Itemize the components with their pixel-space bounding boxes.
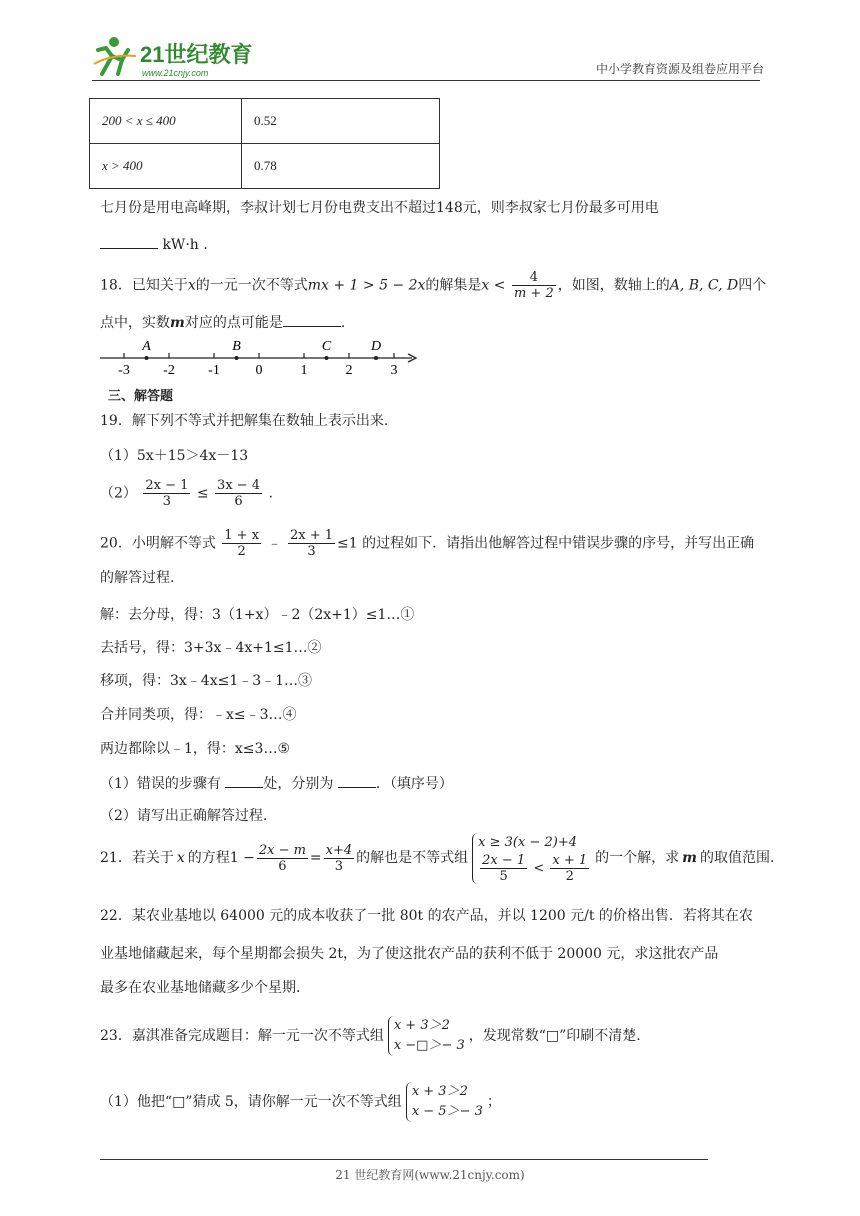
q20-step: 解：去分母，得：3（1+x）﹣2（2x+1）≤1…① <box>100 607 415 623</box>
q18-mid1: 的一元一次不等式 <box>195 277 308 294</box>
q19-part2-label: （2） <box>100 485 137 502</box>
frac-den: 2 <box>565 868 574 884</box>
q20-step: 去括号，得：3+3x﹣4x+1≤1…② <box>100 640 322 656</box>
q22-line1: 22．某农业基地以 64000 元的成本收获了一批 80t 的农产品，并以 1200 元/t 的价格出售．若将其在农 <box>100 908 753 924</box>
q20-prefix: 20．小明解不等式 <box>100 535 216 552</box>
q18-frac-den: m + 2 <box>513 286 554 301</box>
number-line-tick-label: 2 <box>345 363 353 378</box>
q20-fraction-2 <box>288 528 335 559</box>
q21-eq-left: 1 − <box>229 850 255 866</box>
runner-logo-icon <box>94 37 136 74</box>
table-cell-range: x > 400 <box>90 144 242 189</box>
header-platform-text: 中小学教育资源及组卷应用平台 <box>595 62 764 76</box>
frac-num: 2x − 1 <box>482 852 526 868</box>
number-line-tick-label: -2 <box>163 363 175 378</box>
number-line-point-label: B <box>232 339 241 354</box>
number-line-tick-label: 0 <box>255 363 263 378</box>
q20-p1-b: 处，分别为 <box>263 776 334 792</box>
q23-sys1-line1: x + 3＞2 <box>393 1018 450 1033</box>
frac-num: 2x − 1 <box>145 478 189 493</box>
number-line <box>96 336 426 378</box>
number-line-tick-label: -1 <box>208 363 220 378</box>
frac-num: x+4 <box>325 842 353 858</box>
frac-num: 1 + x <box>224 528 260 543</box>
q18-line2-end: . <box>340 315 346 331</box>
q21-var-x: x <box>176 850 185 866</box>
number-line-tick-label: -3 <box>118 363 130 378</box>
frac-den: 3 <box>334 858 344 874</box>
q21-sys-fraction-2 <box>550 853 589 884</box>
q23-sys2-line1: x + 3＞2 <box>411 1084 468 1099</box>
q20-part2: （2）请写出正确解答过程. <box>100 808 268 824</box>
q20-fraction-1 <box>222 528 261 559</box>
q18-line2-a: 点中，实数 <box>100 315 170 331</box>
q21-sys-lt: < <box>533 860 545 876</box>
q19-end: . <box>268 485 273 502</box>
number-line-point-label: D <box>370 339 382 354</box>
frac-den: 2 <box>237 544 246 559</box>
q23-line1 <box>100 1014 641 1058</box>
table-cell-price: 0.78 <box>242 144 440 189</box>
q20-step: 合并同类项，得：﹣x≤﹣3…④ <box>100 707 297 723</box>
frac-den: 3 <box>162 494 172 509</box>
frac-num: 2x + 1 <box>289 528 333 543</box>
q17-line2 <box>100 234 208 255</box>
q22-line3: 最多在农业基地储藏多少个星期. <box>100 980 301 996</box>
number-line-point <box>145 356 149 360</box>
q18-points-list: A, B, C, D <box>669 277 739 294</box>
table-cell-price: 0.52 <box>242 99 440 144</box>
number-line-tick-label: 3 <box>390 363 398 378</box>
q23-system-2 <box>406 1082 483 1122</box>
q17-unit: kW·h . <box>162 237 208 253</box>
q21-mid1: 的方程 <box>187 850 230 866</box>
site-logo <box>92 34 262 82</box>
frac-den: 5 <box>499 868 508 884</box>
q19-right-fraction <box>215 478 262 509</box>
header-divider <box>92 80 760 81</box>
q19-part2 <box>100 478 273 509</box>
q22-line2: 业基地储藏起来，每个星期都会损失 2t，为了使这批农产品的获利不低于 20000 元，求这批农产品 <box>100 946 719 962</box>
q18-mid3: ，如图，数轴上的 <box>557 277 670 294</box>
q23-system-1 <box>388 1016 465 1056</box>
q21-var-m: m <box>682 850 697 866</box>
q21-inequality-system <box>472 833 591 884</box>
q18-answer-blank[interactable] <box>283 312 341 327</box>
q21-prefix: 21．若关于 <box>100 850 174 866</box>
table-cell-range: 200 < x ≤ 400 <box>90 99 242 144</box>
q19-op: ≤ <box>196 485 209 502</box>
q18-var-m: m <box>170 315 185 331</box>
q20-steps-blank[interactable] <box>338 773 376 788</box>
frac-den: 6 <box>234 494 243 509</box>
q19-part1: （1）5x＋15＞4x－13 <box>100 448 249 464</box>
footer-text: 21 世纪教育网(www.21cnjy.com) <box>335 1168 525 1182</box>
q20-count-blank[interactable] <box>225 773 263 788</box>
frac-num: 3x − 4 <box>217 478 261 493</box>
q18-prefix: 18．已知关于 <box>100 277 188 294</box>
q23-p1-text: （1）他把“□”猜成 5，请你解一元一次不等式组 <box>100 1094 402 1110</box>
q20-p1-a: （1）错误的步骤有 <box>100 776 221 792</box>
q23-sys1-line2: x −□＞− 3 <box>393 1038 465 1053</box>
frac-den: 6 <box>278 858 287 874</box>
q21-mid2: 的解也是不等式组 <box>356 850 469 866</box>
number-line-point <box>325 356 329 360</box>
footer-divider <box>100 1159 708 1160</box>
q23-p1-end: ； <box>486 1094 501 1110</box>
q20-minus: ﹣ <box>267 535 282 552</box>
q18-inequality: mx + 1 > 5 − 2x <box>307 277 426 294</box>
q18-x-lt: x < <box>481 277 506 294</box>
q21-sys-fraction-1 <box>480 853 527 884</box>
q21-line <box>100 834 775 884</box>
section-title: 三、解答题 <box>108 389 174 404</box>
q18-mid2: 的解集是 <box>425 277 482 294</box>
q21-mid3: 的一个解，求 <box>595 850 680 866</box>
q20-step: 移项，得：3x﹣4x≤1﹣3﹣1…③ <box>100 673 313 689</box>
table-row <box>90 144 440 189</box>
q21-end: 的取值范围. <box>699 850 775 866</box>
q21-eq-fraction-2 <box>324 843 355 874</box>
q18-var-x: x <box>187 277 196 294</box>
number-line-point <box>374 356 378 360</box>
q19-left-fraction <box>143 478 190 509</box>
q20-after: ≤1 的过程如下．请指出他解答过程中错误步骤的序号，并写出正确 <box>336 535 755 552</box>
q17-line1: 七月份是用电高峰期，李叔计划七月份电费支出不超过148元，则李叔家七月份最多可用电 <box>100 200 659 216</box>
q18-line1 <box>100 270 766 301</box>
q18-line2-b: 对应的点可能是 <box>184 315 283 331</box>
rate-table <box>89 98 440 189</box>
q18-line2 <box>100 312 345 333</box>
q18-frac-num: 4 <box>512 270 556 286</box>
logo-url: www.21cnjy.com <box>142 68 209 78</box>
frac-num: x + 1 <box>552 852 588 868</box>
q20-part1 <box>100 773 453 794</box>
q18-mid4: 四个 <box>738 277 767 294</box>
frac-den: 3 <box>307 544 316 559</box>
q23-part1 <box>100 1080 501 1124</box>
table-row <box>90 99 440 144</box>
q20-p1-c: ．（填序号） <box>375 776 453 792</box>
logo-text: 21世纪教育 <box>140 42 253 67</box>
number-line-point-label: C <box>321 339 332 354</box>
q21-sys-line1: x ≥ 3(x − 2)+4 <box>478 834 577 850</box>
q20-step: 两边都除以﹣1，得：x≤3…⑤ <box>100 741 290 757</box>
q21-sys-line2 <box>478 853 591 884</box>
q20-line1 <box>100 528 754 559</box>
q18-fraction <box>512 270 556 301</box>
q23-after: ，发现常数“□”印刷不清楚. <box>468 1028 641 1044</box>
q17-answer-blank[interactable] <box>100 234 158 249</box>
q19-stem: 19．解下列不等式并把解集在数轴上表示出来. <box>100 413 389 429</box>
number-line-point <box>235 356 239 360</box>
q21-eq-fraction-1 <box>257 843 308 874</box>
q23-prefix: 23．嘉淇准备完成题目：解一元一次不等式组 <box>100 1028 384 1044</box>
number-line-tick-label: 1 <box>300 363 308 378</box>
q21-eq-sign: = <box>309 850 322 866</box>
q23-sys2-line2: x − 5＞− 3 <box>411 1104 483 1119</box>
frac-num: 2x − m <box>258 842 306 858</box>
q20-line2: 的解答过程. <box>100 570 175 586</box>
number-line-point-label: A <box>142 339 151 354</box>
